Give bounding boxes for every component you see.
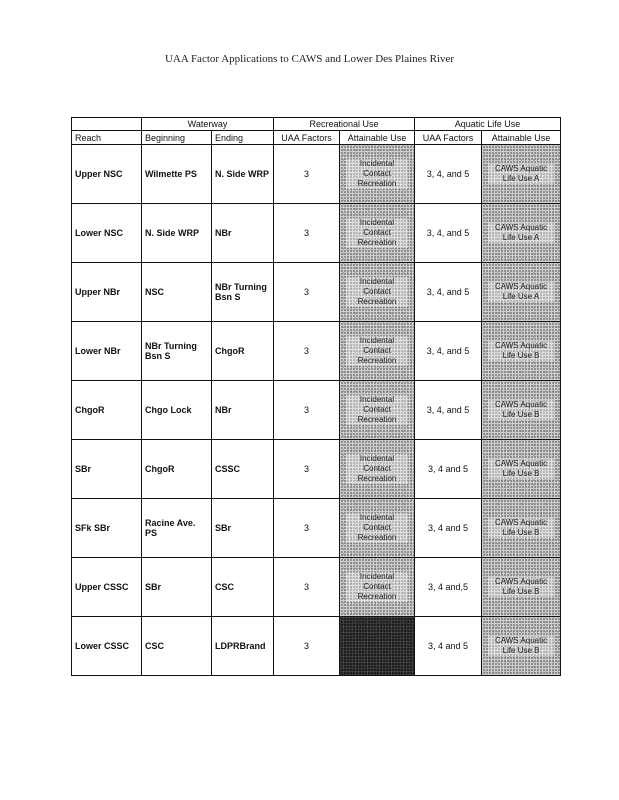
ending-cell: LDPRBrand xyxy=(212,617,274,676)
beginning-cell: Wilmette PS xyxy=(142,145,212,204)
rec-use-cell xyxy=(340,499,415,558)
reach-cell: SFk SBr xyxy=(72,499,142,558)
rec-use-cell xyxy=(340,322,415,381)
table-row xyxy=(72,322,561,381)
ending-cell: SBr xyxy=(212,499,274,558)
ending-cell: NBr Turning Bsn S xyxy=(212,263,274,322)
reach-cell: Lower NSC xyxy=(72,204,142,263)
aq-use-text: CAWS Aquatic Life Use B xyxy=(488,400,554,420)
aq-factors-cell: 3, 4 and,5 xyxy=(415,558,482,617)
aq-factors-cell: 3, 4 and 5 xyxy=(415,617,482,676)
aq-factors-cell: 3, 4, and 5 xyxy=(415,381,482,440)
header-rec-attainable-use: Attainable Use xyxy=(340,131,415,145)
header-aq-attainable-use: Attainable Use xyxy=(482,131,561,145)
aq-use-cell xyxy=(482,204,561,263)
aq-use-text: CAWS Aquatic Life Use A xyxy=(488,282,554,302)
header-aquatic-life-use: Aquatic Life Use xyxy=(415,118,561,131)
rec-use-text: Incidental Contact Recreation xyxy=(346,395,408,425)
reach-cell: ChgoR xyxy=(72,381,142,440)
rec-use-cell xyxy=(340,263,415,322)
aq-use-text: CAWS Aquatic Life Use A xyxy=(488,223,554,243)
header-recreational-use: Recreational Use xyxy=(274,118,415,131)
rec-factors-cell: 3 xyxy=(274,322,340,381)
aq-factors-cell: 3, 4, and 5 xyxy=(415,263,482,322)
uaa-factor-table xyxy=(71,117,561,676)
header-aq-uaa-factors: UAA Factors xyxy=(415,131,482,145)
aq-use-cell xyxy=(482,617,561,676)
header-beginning: Beginning xyxy=(142,131,212,145)
ending-cell: NBr xyxy=(212,381,274,440)
reach-cell: Upper NBr xyxy=(72,263,142,322)
rec-factors-cell: 3 xyxy=(274,440,340,499)
reach-cell: Upper CSSC xyxy=(72,558,142,617)
aq-factors-cell: 3, 4 and 5 xyxy=(415,440,482,499)
beginning-cell: NSC xyxy=(142,263,212,322)
aq-use-cell xyxy=(482,558,561,617)
rec-use-text: Incidental Contact Recreation xyxy=(346,572,408,602)
table-row xyxy=(72,558,561,617)
rec-factors-cell: 3 xyxy=(274,558,340,617)
reach-cell: Lower CSSC xyxy=(72,617,142,676)
aq-use-cell xyxy=(482,499,561,558)
rec-use-cell xyxy=(340,381,415,440)
beginning-cell: SBr xyxy=(142,558,212,617)
rec-use-cell xyxy=(340,440,415,499)
header-rec-uaa-factors: UAA Factors xyxy=(274,131,340,145)
rec-use-cell xyxy=(340,145,415,204)
header-reach: Reach xyxy=(72,131,142,145)
aq-factors-cell: 3, 4, and 5 xyxy=(415,322,482,381)
ending-cell: N. Side WRP xyxy=(212,145,274,204)
rec-use-cell xyxy=(340,204,415,263)
rec-factors-cell: 3 xyxy=(274,204,340,263)
table-row xyxy=(72,617,561,676)
beginning-cell: Chgo Lock xyxy=(142,381,212,440)
ending-cell: ChgoR xyxy=(212,322,274,381)
beginning-cell: CSC xyxy=(142,617,212,676)
rec-factors-cell: 3 xyxy=(274,381,340,440)
rec-use-cell xyxy=(340,558,415,617)
aq-use-text: CAWS Aquatic Life Use B xyxy=(488,577,554,597)
rec-use-text: Incidental Contact Recreation xyxy=(346,159,408,189)
rec-factors-cell: 3 xyxy=(274,263,340,322)
header-waterway: Waterway xyxy=(142,118,274,131)
rec-use-cell xyxy=(340,617,415,676)
rec-factors-cell: 3 xyxy=(274,499,340,558)
table-row xyxy=(72,440,561,499)
rec-use-text: Incidental Contact Recreation xyxy=(346,277,408,307)
table-row xyxy=(72,145,561,204)
reach-cell: Upper NSC xyxy=(72,145,142,204)
rec-factors-cell: 3 xyxy=(274,617,340,676)
table-row xyxy=(72,263,561,322)
rec-use-text: Incidental Contact Recreation xyxy=(346,454,408,484)
beginning-cell: ChgoR xyxy=(142,440,212,499)
header-ending: Ending xyxy=(212,131,274,145)
aq-use-text: CAWS Aquatic Life Use B xyxy=(488,341,554,361)
beginning-cell: NBr Turning Bsn S xyxy=(142,322,212,381)
aq-use-cell xyxy=(482,381,561,440)
rec-factors-cell: 3 xyxy=(274,145,340,204)
aq-use-cell xyxy=(482,145,561,204)
reach-cell: SBr xyxy=(72,440,142,499)
table-row xyxy=(72,204,561,263)
table-row xyxy=(72,381,561,440)
aq-use-text: CAWS Aquatic Life Use A xyxy=(488,164,554,184)
beginning-cell: Racine Ave. PS xyxy=(142,499,212,558)
ending-cell: CSC xyxy=(212,558,274,617)
reach-cell: Lower NBr xyxy=(72,322,142,381)
ending-cell: NBr xyxy=(212,204,274,263)
aq-factors-cell: 3, 4, and 5 xyxy=(415,145,482,204)
aq-use-cell xyxy=(482,263,561,322)
aq-use-text: CAWS Aquatic Life Use B xyxy=(488,459,554,479)
aq-factors-cell: 3, 4 and 5 xyxy=(415,499,482,558)
beginning-cell: N. Side WRP xyxy=(142,204,212,263)
page-title: UAA Factor Applications to CAWS and Lower Des Plaines River xyxy=(164,53,455,65)
header-blank xyxy=(72,118,142,131)
aq-use-text: CAWS Aquatic Life Use B xyxy=(488,636,554,656)
table-row xyxy=(72,499,561,558)
aq-use-cell xyxy=(482,322,561,381)
aq-use-text: CAWS Aquatic Life Use B xyxy=(488,518,554,538)
ending-cell: CSSC xyxy=(212,440,274,499)
rec-use-text: Incidental Contact Recreation xyxy=(346,336,408,366)
aq-use-cell xyxy=(482,440,561,499)
rec-use-text: Incidental Contact Recreation xyxy=(346,513,408,543)
aq-factors-cell: 3, 4, and 5 xyxy=(415,204,482,263)
rec-use-text: Incidental Contact Recreation xyxy=(346,218,408,248)
